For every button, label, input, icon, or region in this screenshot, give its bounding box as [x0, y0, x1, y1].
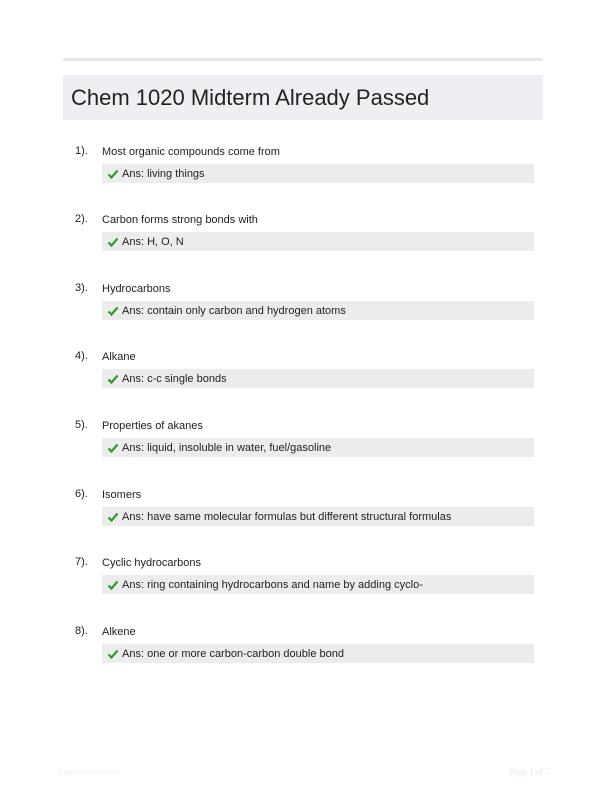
answer-text: ring containing hydrocarbons and name by adding cyclo-: [147, 578, 423, 591]
question-text: Carbon forms strong bonds with: [102, 214, 258, 226]
answer-prefix: Ans:: [122, 647, 145, 660]
question-number: 4).: [75, 350, 88, 362]
answer-text: one or more carbon-carbon double bond: [147, 647, 344, 660]
answer-prefix: Ans:: [122, 372, 145, 385]
answer-prefix: Ans:: [122, 167, 145, 180]
question-text: Hydrocarbons: [102, 283, 171, 295]
answer-box: [102, 644, 534, 663]
answer-box: [102, 575, 534, 594]
question-number: 2).: [75, 213, 88, 225]
checkmark-icon: [107, 648, 119, 660]
checkmark-icon: [107, 236, 119, 248]
answer-prefix: Ans:: [122, 304, 145, 317]
question-item: [0, 350, 606, 410]
answer-text: c-c single bonds: [147, 372, 227, 385]
top-divider: [63, 58, 543, 61]
question-number: 1).: [75, 145, 88, 157]
answer-prefix: Ans:: [122, 578, 145, 591]
question-text: Alkene: [102, 626, 136, 638]
answer-box: [102, 438, 534, 457]
question-text: Properties of akanes: [102, 420, 203, 432]
answer-text: H, O, N: [147, 235, 184, 248]
answer-text: contain only carbon and hydrogen atoms: [147, 304, 346, 317]
answer-box: [102, 301, 534, 320]
answer-prefix: Ans:: [122, 441, 145, 454]
answer-prefix: Ans:: [122, 235, 145, 248]
question-number: 7).: [75, 556, 88, 568]
question-text: Alkane: [102, 351, 136, 363]
question-number: 5).: [75, 419, 88, 431]
title-banner: [63, 75, 543, 120]
checkmark-icon: [107, 442, 119, 454]
question-text: Cyclic hydrocarbons: [102, 557, 202, 569]
checkmark-icon: [107, 305, 119, 317]
question-item: [0, 556, 606, 616]
question-item: [0, 488, 606, 548]
question-item: [0, 213, 606, 273]
checkmark-icon: [107, 373, 119, 385]
answer-text: living things: [147, 167, 205, 180]
answer-box: [102, 232, 534, 251]
answer-box: [102, 369, 534, 388]
answer-text: have same molecular formulas but different structural formulas: [147, 510, 452, 523]
question-text: Most organic compounds come from: [102, 146, 280, 158]
question-item: [0, 419, 606, 479]
checkmark-icon: [107, 579, 119, 591]
answer-prefix: Ans:: [122, 510, 145, 523]
page-number: Page 1 of 7: [509, 767, 550, 777]
question-item: [0, 625, 606, 685]
answer-text: liquid, insoluble in water, fuel/gasoline: [147, 441, 332, 454]
footer-watermark: Paperfrdm.com: [57, 767, 119, 777]
question-number: 8).: [75, 625, 88, 637]
page-title: Chem 1020 Midterm Already Passed: [71, 84, 430, 110]
question-number: 3).: [75, 282, 88, 294]
answer-box: [102, 507, 534, 526]
question-item: [0, 145, 606, 205]
question-item: [0, 282, 606, 342]
checkmark-icon: [107, 511, 119, 523]
checkmark-icon: [107, 168, 119, 180]
question-number: 6).: [75, 488, 88, 500]
answer-box: [102, 164, 534, 183]
question-text: Isomers: [102, 489, 142, 501]
